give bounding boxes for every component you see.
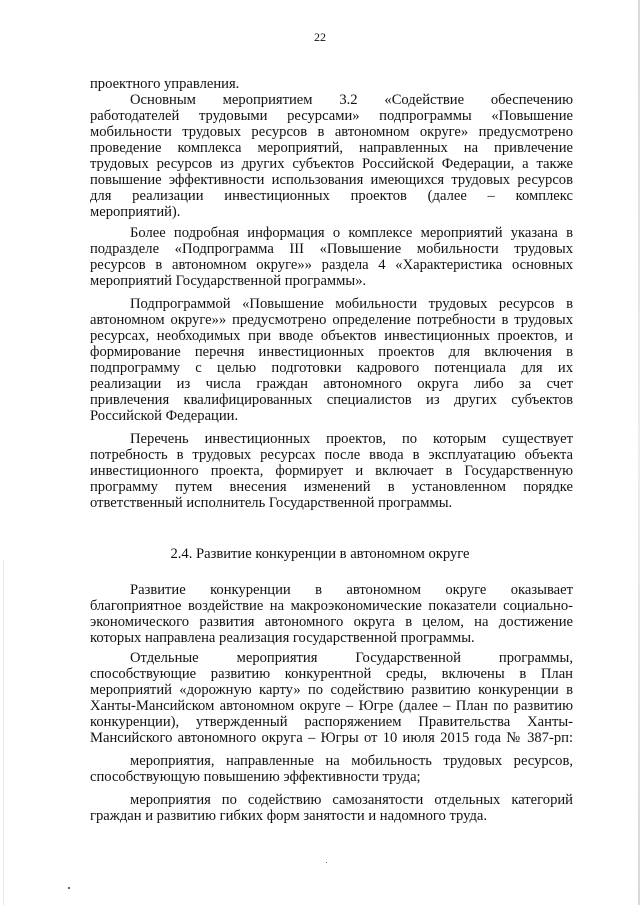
text-line: мероприятий Государственной программы». [90,273,367,289]
text-line: формирование перечня инвестиционных проектов для включения в [90,344,573,360]
text-line: привлечения квалифицированных специалистов из других субъектов [90,392,573,408]
text-line: ответственный исполнитель Государственной программы. [90,495,453,511]
text-line: способствующую повышению эффективности труда; [90,769,421,785]
text-line: программу путем внесения изменений в установленном порядке [90,479,573,495]
text-line: мобильности трудовых ресурсов в автономном округе» предусмотрено [90,124,573,140]
text-line: способствующие развитию конкурентной среды, включены в План [90,666,573,682]
text-line: Российской Федерации. [90,408,239,424]
text-line: мероприятий). [90,204,181,220]
text-line: проведение комплекса мероприятий, направленных на привлечение [90,140,573,156]
text-line: которых направлена реализация государственной программы. [90,630,475,646]
text-line: мероприятия, направленные на мобильность трудовых ресурсов, [130,753,573,769]
text-line: Подпрограммой «Повышение мобильности трудовых ресурсов в [130,296,573,312]
text-line: автономном округе»» предусмотрено определение потребности в трудовых [90,312,573,328]
text-line: Мансийского автономного округа – Югры от 10 июля 2015 года № 387-рп: [90,730,573,746]
text-line: Основным мероприятием 3.2 «Содействие обеспечению [130,92,573,108]
text-line: Развитие конкуренции в автономном округе оказывает [130,582,573,598]
text-line: Перечень инвестиционных проектов, по которым существует [130,431,573,447]
text-line: ресурсов в автономном округе»» раздела 4 «Характеристика основных [90,257,573,273]
text-line: потребность в трудовых ресурсах после ввода в эксплуатацию объекта [90,447,573,463]
text-line: подпрограмму с целью подготовки кадрового потенциала для их [90,360,573,376]
text-line: повышение эффективности использования имеющихся трудовых ресурсов [90,172,573,188]
text-line: ресурсах, необходимых при вводе объектов инвестиционных проектов, и [90,328,573,344]
text-line: проектного управления. [90,76,240,92]
text-line: для реализации инвестиционных проектов (далее – комплекс [90,188,573,204]
text-line: Отдельные мероприятия Государственной программы, [130,650,573,666]
text-line: граждан и развитию гибких форм занятости и надомного труда. [90,808,488,824]
text-line: Более подробная информация о комплексе мероприятий указана в [130,225,573,241]
text-line: благоприятное воздействие на макроэкономические показатели социально- [90,598,573,614]
text-line: экономического развития автономного округа в целом, на достижение [90,614,573,630]
text-line: мероприятий «дорожную карту» по содействию развитию конкуренции в [90,682,573,698]
text-line: конкуренции), утвержденный распоряжением Правительства Ханты- [90,714,573,730]
scan-speck [68,887,70,889]
section-heading: 2.4. Развитие конкуренции в автономном округе [170,546,470,562]
scan-speck [326,862,327,863]
text-line: реализации из числа граждан автономного округа либо за счет [90,376,573,392]
text-line: трудовых ресурсов из других субъектов Российской Федерации, а также [90,156,573,172]
text-line: инвестиционного проекта, формирует и включает в Государственную [90,463,573,479]
text-line: работодателей трудовыми ресурсами» подпрограммы «Повышение [90,108,573,124]
page-number: 22 [314,30,326,44]
text-line: Ханты-Мансийском автономном округе – Югре (далее – План по развитию [90,698,573,714]
text-line: подразделе «Подпрограмма III «Повышение мобильности трудовых [90,241,573,257]
text-line: мероприятия по содействию самозанятости отдельных категорий [130,792,573,808]
page-edge-mark [3,560,4,905]
